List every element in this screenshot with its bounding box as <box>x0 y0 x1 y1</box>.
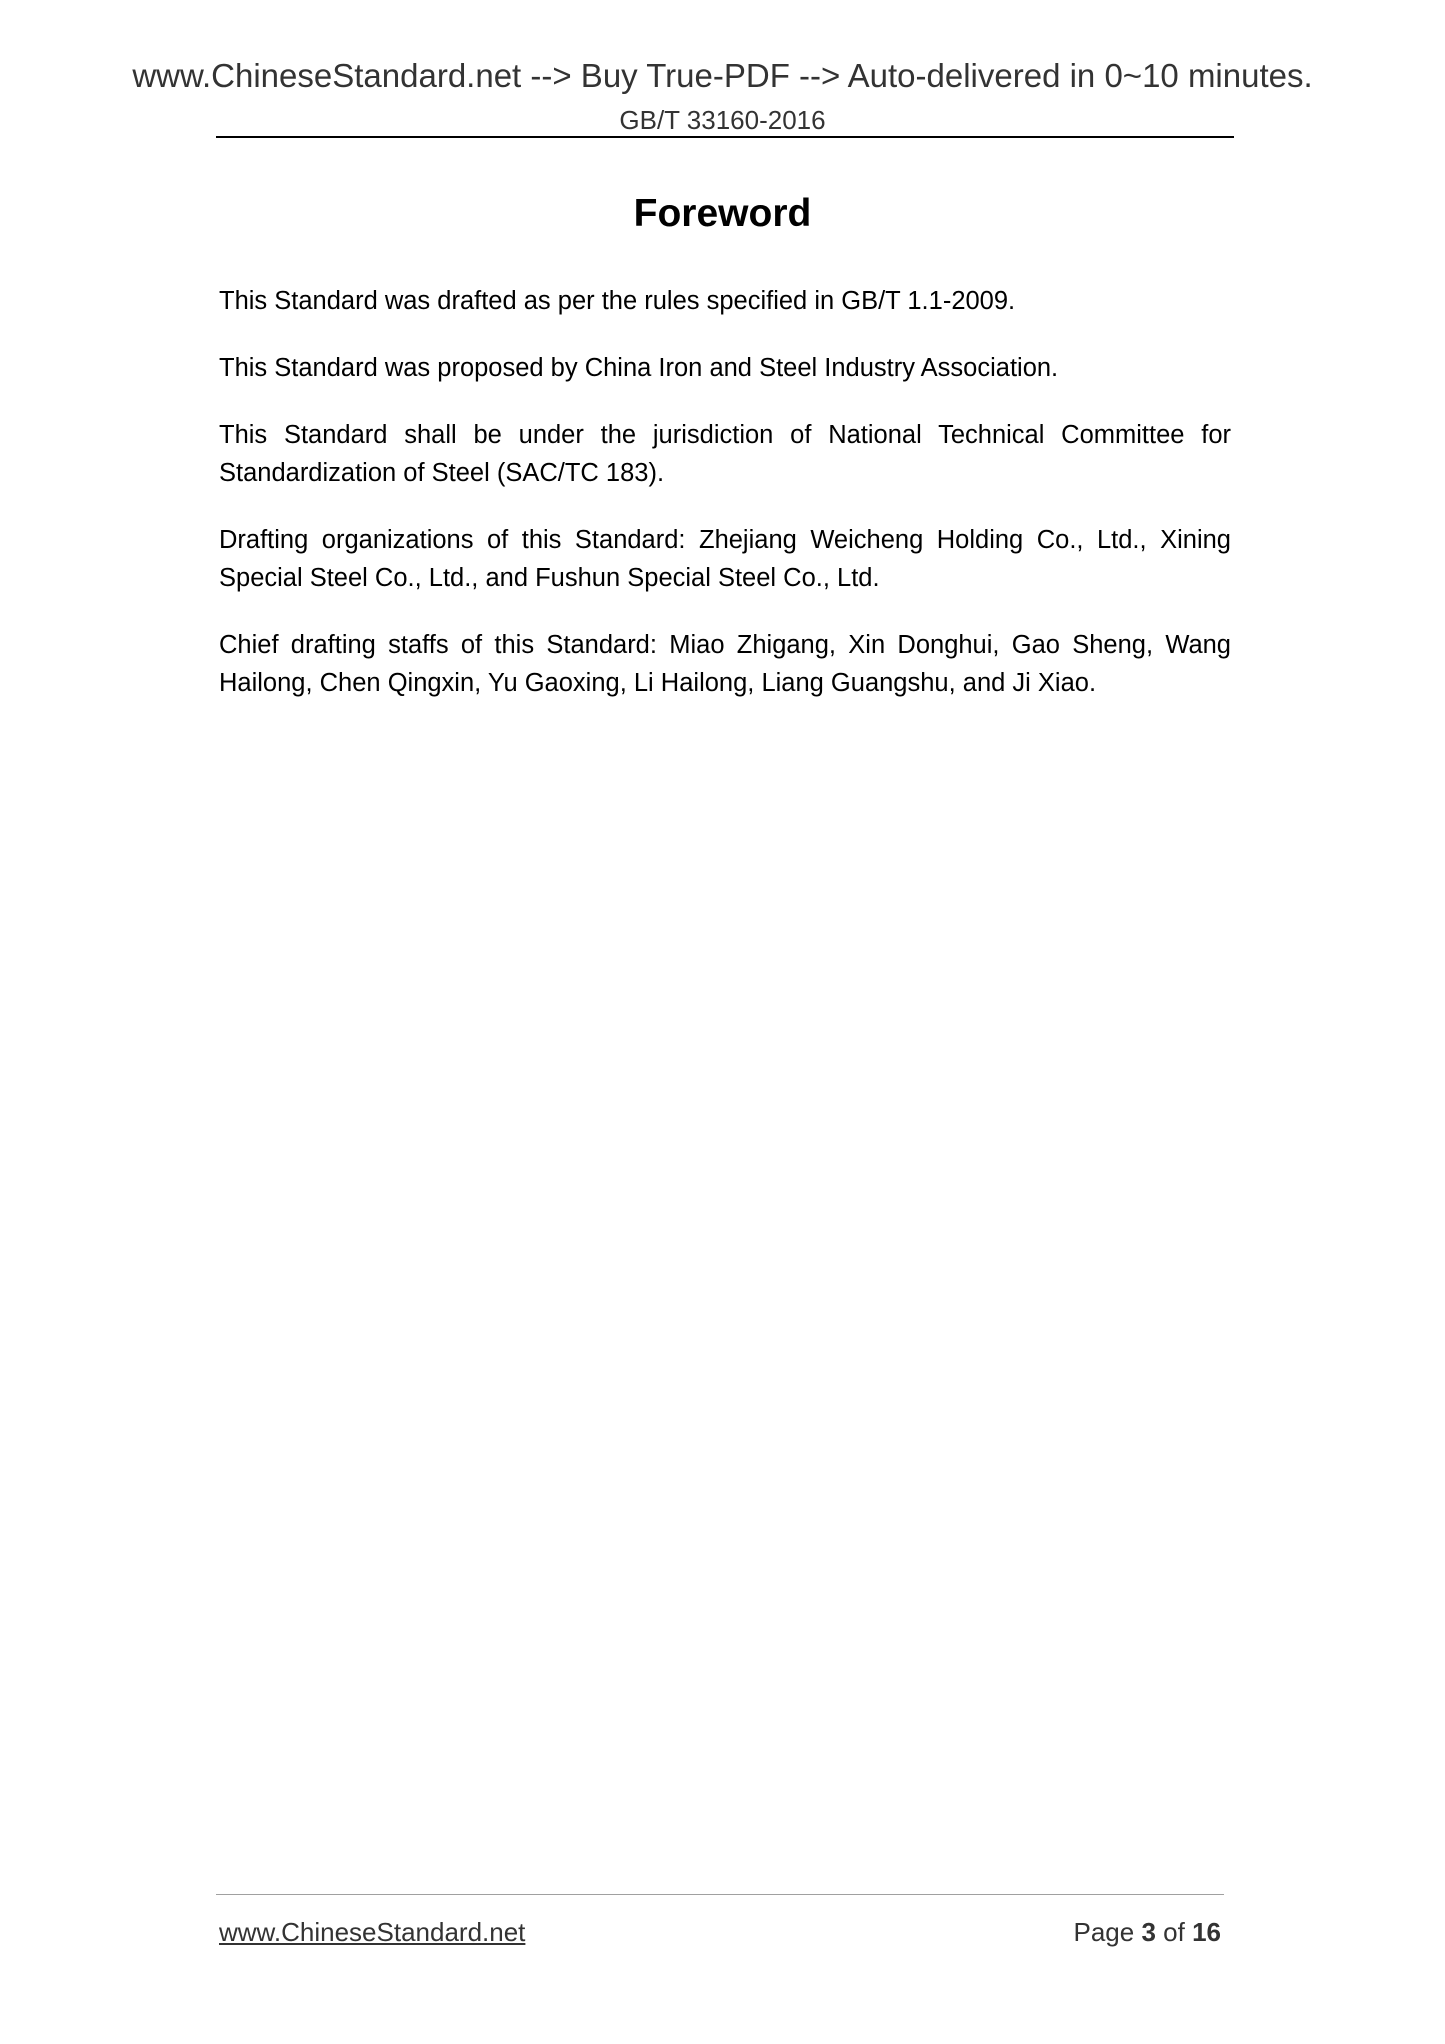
top-banner: www.ChineseStandard.net --> Buy True-PDF --> Auto-delivered in 0~10 minutes. <box>132 57 1313 94</box>
page-current: 3 <box>1141 1917 1156 1947</box>
paragraph-drafting-rules: This Standard was drafted as per the rules specified in GB/T 1.1-2009. <box>219 287 1016 315</box>
footer-site-link[interactable]: www.ChineseStandard.net <box>219 1917 526 1947</box>
paragraph-proposer: This Standard was proposed by China Iron and Steel Industry Association. <box>219 354 1059 382</box>
page-prefix: Page <box>1073 1917 1135 1947</box>
page-indicator <box>1073 1916 1221 1948</box>
header-divider <box>216 136 1234 138</box>
paragraph-drafting-organizations: Drafting organizations of this Standard: Zhejiang Weicheng Holding Co., Ltd., Xining Special Steel Co., Ltd., and Fushun Special Steel Co., Ltd. <box>219 526 1231 592</box>
standard-code: GB/T 33160-2016 <box>619 105 826 135</box>
foreword-body <box>219 282 1231 731</box>
page-title: Foreword <box>633 192 812 235</box>
footer-divider <box>216 1894 1224 1895</box>
paragraph-jurisdiction: This Standard shall be under the jurisdiction of National Technical Committee for Standardization of Steel (SAC/TC 183). <box>219 421 1231 487</box>
page-sep: of <box>1163 1917 1185 1947</box>
paragraph-chief-drafters: Chief drafting staffs of this Standard: Miao Zhigang, Xin Donghui, Gao Sheng, Wang Hailong, Chen Qingxin, Yu Gaoxing, Li Hailong, Liang Guangshu, and Ji Xiao. <box>219 631 1231 697</box>
page-total: 16 <box>1192 1917 1221 1947</box>
